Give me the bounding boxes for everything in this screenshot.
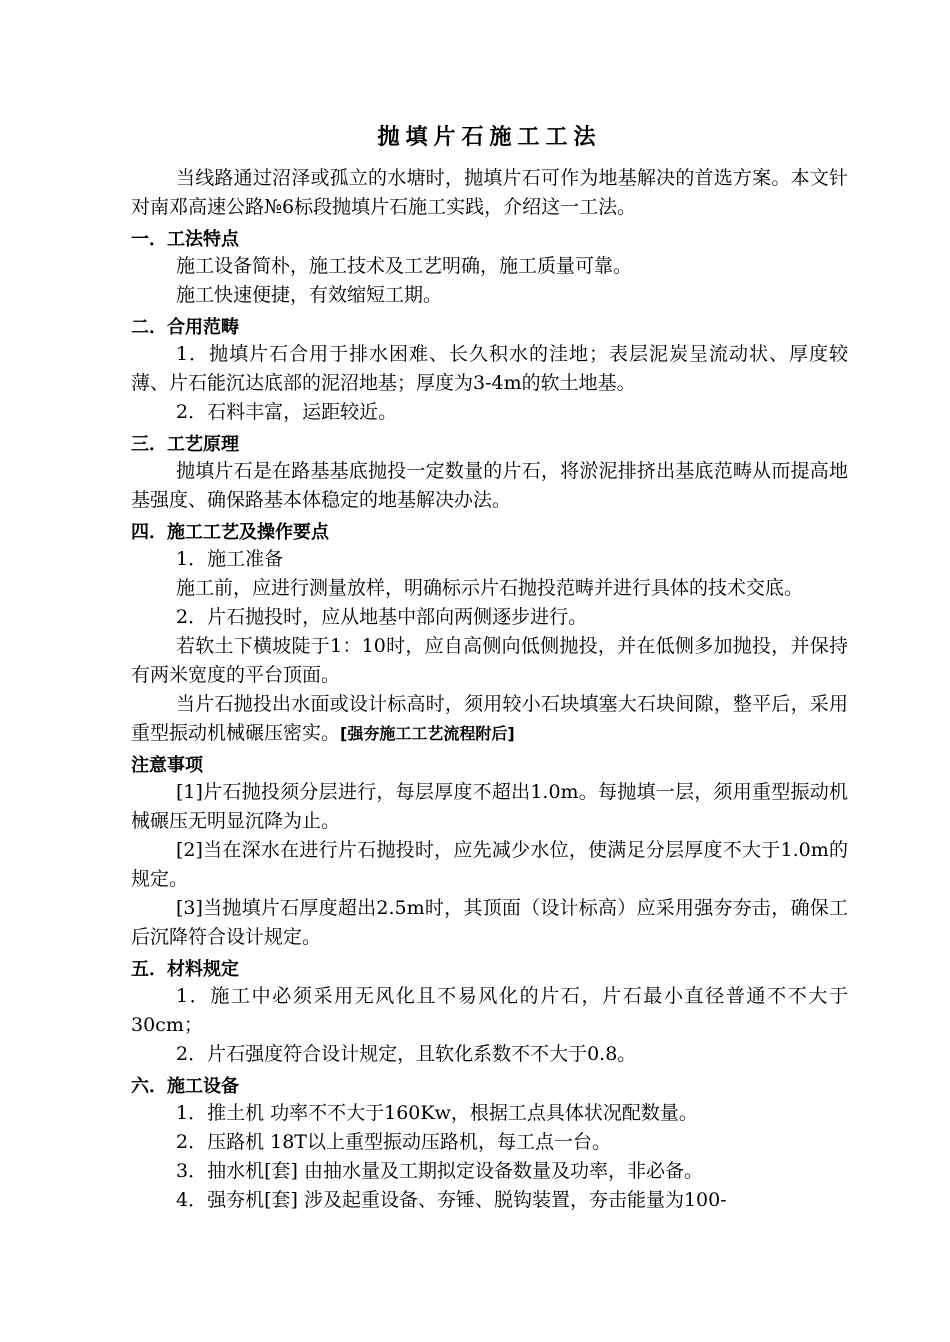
document-page — [131, 120, 848, 1215]
section-heading-principle: 三．工艺原理 — [131, 434, 239, 455]
section-heading-equipment: 六．施工设备 — [131, 1076, 239, 1097]
process-paragraph-5-text: 当片石抛投出水面或设计标高时，须用较小石块填塞大石块间隙，整平后，采用重型振动机械碾压密实。 — [131, 693, 848, 744]
process-paragraph-4: 若软土下横坡陡于1：10时，应自高侧向低侧抛投，并在低侧多加抛投，并保持有两米宽度的平台顶面。 — [131, 635, 848, 686]
notes-paragraph-2: [2]当在深水在进行片石抛投时，应先减少水位，使满足分层厚度不大于1.0m的规定。 — [131, 839, 848, 890]
document-title: 抛填片石施工工法 — [377, 125, 602, 150]
section-heading-features: 一．工法特点 — [131, 229, 239, 250]
process-paragraph-1: 1．施工准备 — [176, 548, 284, 570]
section-heading-scope: 二．合用范畴 — [131, 317, 239, 338]
equipment-paragraph-4: 4．强夯机[套] 涉及起重设备、夯锤、脱钩装置，夯击能量为100- — [176, 1189, 727, 1211]
flowchart-note: [强夯施工工艺流程附后] — [340, 724, 515, 743]
equipment-paragraph-2: 2．压路机 18T以上重型振动压路机，每工点一台。 — [176, 1131, 611, 1153]
equipment-paragraph-3: 3．抽水机[套] 由抽水量及工期拟定设备数量及功率，非必备。 — [176, 1160, 703, 1182]
notes-paragraph-1: [1]片石抛投须分层进行，每层厚度不超出1.0m。每抛填一层，须用重型振动机械碾压无明显沉降为止。 — [131, 781, 848, 832]
materials-paragraph-1: 1．施工中必须采用无风化且不易风化的片石，片石最小直径普通不不大于30cm； — [131, 985, 848, 1036]
process-paragraph-3: 2．片石抛投时，应从地基中部向两侧逐步进行。 — [176, 606, 588, 628]
process-paragraph-2: 施工前，应进行测量放样，明确标示片石抛投范畴并进行具体的技术交底。 — [176, 577, 804, 599]
equipment-paragraph-1: 1．推土机 功率不不大于160Kw，根据工点具体状况配数量。 — [176, 1102, 698, 1124]
notes-paragraph-3: [3]当抛填片石厚度超出2.5m时，其顶面（设计标高）应采用强夯夯击，确保工后沉降符合设计规定。 — [131, 897, 848, 948]
scope-paragraph-1: 1．抛填片石合用于排水困难、长久积水的洼地；表层泥炭呈流动状、厚度较薄、片石能沉达底部的泥沼地基；厚度为3-4m的软土地基。 — [131, 343, 848, 394]
materials-paragraph-2: 2．片石强度符合设计规定，且软化系数不不大于0.8。 — [176, 1043, 637, 1065]
features-paragraph-2: 施工快速便捷，有效缩短工期。 — [176, 284, 443, 306]
section-heading-process: 四．施工工艺及操作要点 — [131, 522, 329, 543]
section-heading-materials: 五．材料规定 — [131, 959, 239, 980]
section-heading-notes: 注意事项 — [131, 755, 203, 776]
intro-paragraph: 当线路通过沼泽或孤立的水塘时，抛填片石可作为地基解决的首选方案。本文针对南邓高速公路№6标段抛填片石施工实践，介绍这一工法。 — [131, 167, 848, 218]
principle-paragraph: 抛填片石是在路基基底抛投一定数量的片石，将淤泥排挤出基底范畴从而提高地基强度、确保路基本体稳定的地基解决办法。 — [131, 460, 848, 511]
process-paragraph-5 — [131, 690, 848, 748]
features-paragraph-1: 施工设备简朴，施工技术及工艺明确，施工质量可靠。 — [176, 255, 633, 277]
scope-paragraph-2: 2．石料丰富，运距较近。 — [176, 401, 398, 423]
